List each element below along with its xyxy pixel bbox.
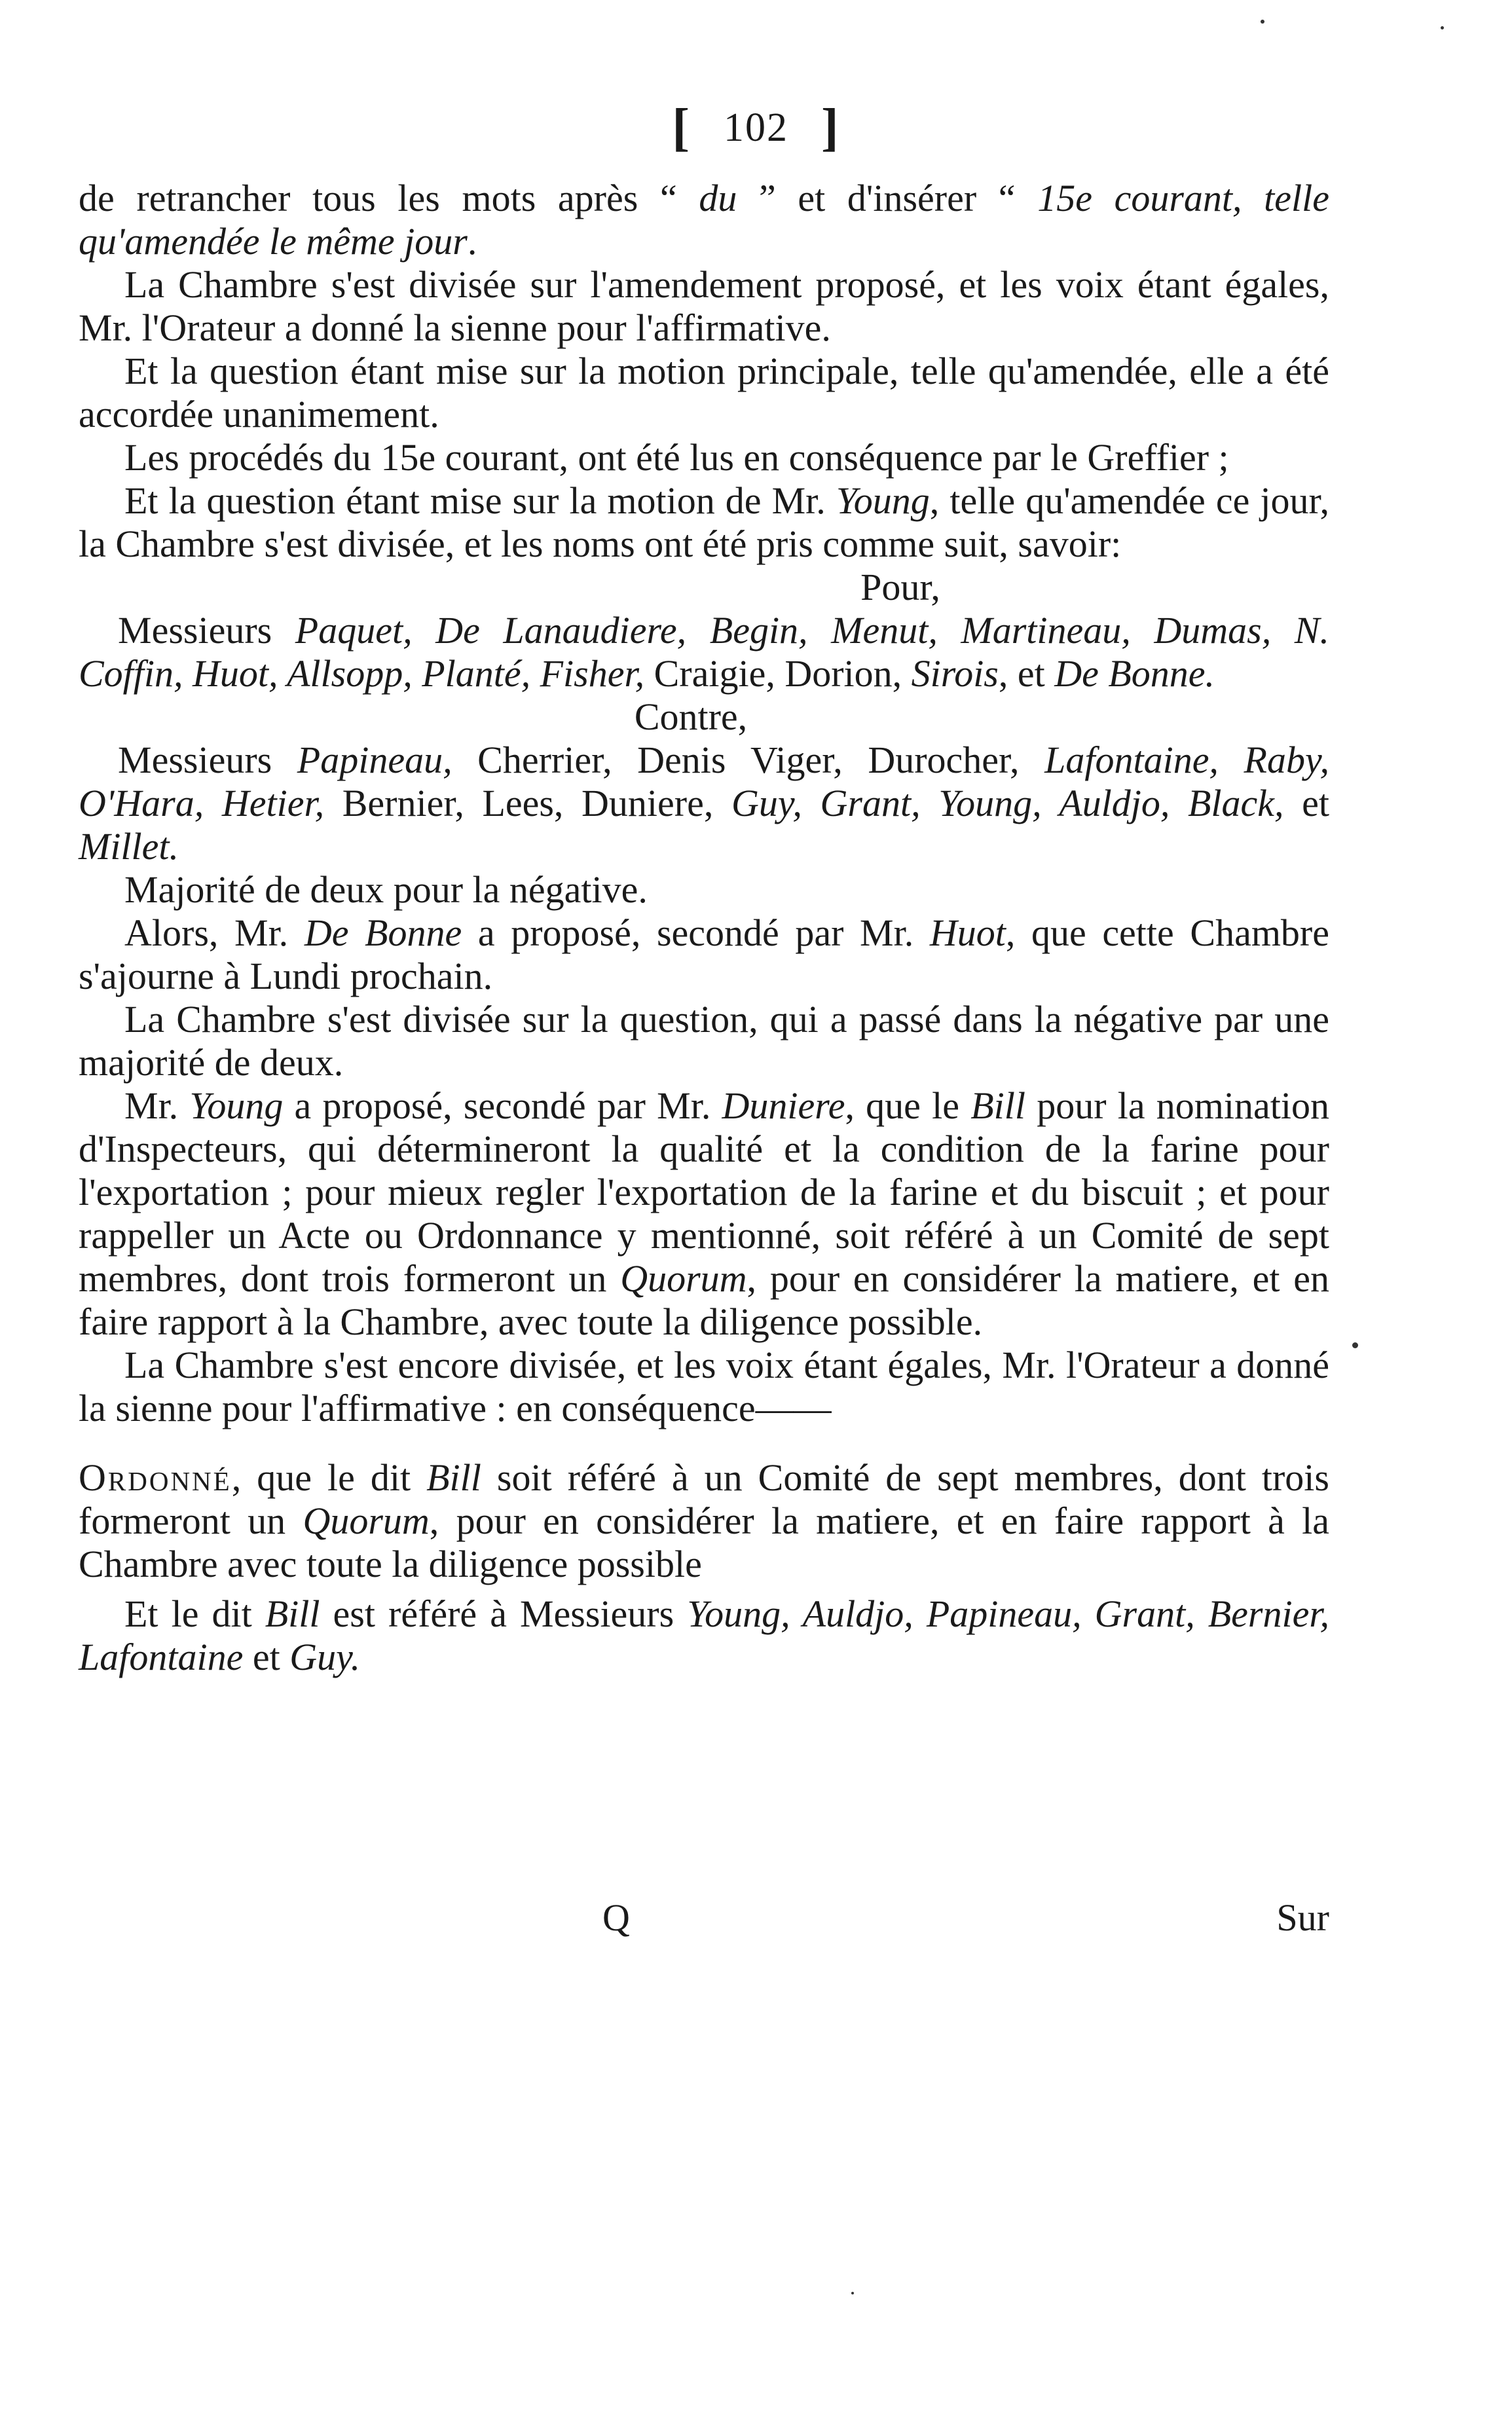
text-run: soit référé à un Comité de sept membres, dont trois formeront un — [79, 1456, 1329, 1542]
italic-run: Lafontaine, Raby, O'Hara, Hetier, — [79, 739, 1329, 824]
page-footer — [79, 1896, 1329, 1948]
text-run: Mr. — [124, 1084, 190, 1127]
ink-speck — [1352, 1342, 1358, 1348]
paragraph — [79, 868, 1329, 911]
italic-run: Quorum — [303, 1500, 430, 1542]
text-run: Craigie — [654, 652, 766, 695]
text-run: Messieurs — [118, 609, 295, 652]
pour-names — [79, 609, 1329, 695]
text-run: , — [765, 652, 785, 695]
contre-heading: Contre, — [634, 695, 748, 738]
text-run: Messieurs — [118, 739, 297, 781]
text-run: , que cette Chambre s'ajourne à Lundi prochain. — [79, 911, 1329, 997]
text-run: . — [467, 220, 477, 263]
paragraph — [79, 350, 1329, 436]
italic-run: Guy, Grant, Young, Auldjo, Black, — [731, 782, 1284, 824]
text-run: Dorion — [784, 652, 893, 695]
text-run: Et le dit — [124, 1592, 265, 1635]
italic-run: Millet. — [79, 825, 179, 868]
after-votes-paragraphs — [79, 868, 1329, 1430]
text-run: a proposé, secondé par Mr. — [462, 911, 930, 954]
italic-run: De Bonne — [304, 911, 462, 954]
final-paragraph — [79, 1592, 1329, 1679]
italic-run: Young, Auldjo, Papineau, Grant, Bernier, Lafontaine — [79, 1592, 1329, 1678]
journal-text — [79, 177, 1329, 1679]
italic-run: Sirois — [911, 652, 999, 695]
text-run: ” et d'insérer “ — [737, 177, 1038, 219]
paragraph — [79, 1084, 1329, 1344]
text-run: , telle qu'amendée ce jour, la Chambre s'est divisée, et les noms ont été pris comme suit, savoir: — [79, 479, 1329, 565]
text-run: La Chambre s'est divisée sur l'amendement proposé, et les voix étant égales, Mr. l'Orateur a donné la sienne pour l'affirmative. — [79, 263, 1329, 349]
italic-run: Guy. — [289, 1636, 361, 1678]
text-run: , et — [998, 652, 1055, 695]
catchword: Sur — [1276, 1896, 1329, 1939]
text-run: de retrancher tous les mots après “ — [79, 177, 699, 219]
italic-run: Quorum — [620, 1257, 747, 1300]
italic-run: Paquet, De Lanaudiere, Begin, Menut, Martineau, Dumas, N. Coffin, Huot, Allsopp, Planté, Fisher, — [79, 609, 1329, 695]
text-run: Et la question étant mise sur la motion de Mr. — [124, 479, 836, 522]
paragraph — [79, 177, 1329, 263]
pour-list — [79, 609, 1329, 695]
page-number: 102 — [724, 105, 788, 150]
text-run: est référé à Messieurs — [320, 1592, 688, 1635]
text-run: Bernier, Lees, Duniere, — [342, 782, 731, 824]
italic-run: Papineau, — [297, 739, 478, 781]
text-run: Majorité de deux pour la négative. — [124, 868, 648, 911]
italic-run: Bill — [265, 1592, 320, 1635]
text-run: , que le — [845, 1084, 971, 1127]
text-run: La Chambre s'est encore divisée, et les voix étant égales, Mr. l'Orateur a donné la sienne pour l'affirmative : en conséquence—— — [79, 1344, 1329, 1429]
ink-speck — [1441, 26, 1444, 29]
italic-run: Young — [836, 479, 930, 522]
signature-mark: Q — [602, 1896, 630, 1939]
pour-heading: Pour, — [860, 566, 940, 608]
paragraph — [79, 436, 1329, 479]
bracket-open: [ — [672, 99, 691, 156]
text-run: Les procédés du 15e courant, ont été lus en conséquence par le Greffier ; — [124, 436, 1229, 479]
italic-run: du — [699, 177, 737, 219]
italic-run: Young — [189, 1084, 284, 1127]
ordonne-text — [79, 1456, 1329, 1585]
text-run: , pour en considérer la matiere, et en faire rapport à la Chambre avec toute la diligence possible — [79, 1500, 1329, 1585]
italic-run: Duniere — [722, 1084, 845, 1127]
text-run: a proposé, secondé par Mr. — [283, 1084, 722, 1127]
italic-run: 15e courant, telle qu'amendée le même jour — [79, 177, 1329, 263]
paragraph — [79, 479, 1329, 566]
text-run: et — [1283, 782, 1329, 824]
bracket-close: ] — [821, 99, 840, 156]
ordonne-label: Ordonné — [79, 1456, 232, 1499]
text-run: Alors, Mr. — [124, 911, 304, 954]
text-run: , pour en considérer la matiere, et en faire rapport à la Chambre, avec toute la diligence possible. — [79, 1257, 1329, 1343]
italic-run: Bill — [970, 1084, 1025, 1127]
text-run: Cherrier, Denis Viger, Durocher, — [477, 739, 1045, 781]
text-run: et — [243, 1636, 290, 1678]
text-run: , que le dit — [231, 1456, 427, 1499]
paragraph — [79, 911, 1329, 998]
page-header — [0, 98, 1512, 158]
text-run: , — [892, 652, 912, 695]
ink-speck — [851, 2292, 854, 2294]
contre-names — [79, 739, 1329, 868]
ordonne-paragraph — [79, 1456, 1329, 1586]
text-run: pour la nomination d'Inspecteurs, qui détermineront la qualité et la condition de la farine pour l'exportation ; pour mieux regler l'exportation de la farine et du biscuit ; et pour rappeller un Acte ou Ordonnance y mentionné, soit référé à un Comité de sept membres, dont trois formeront un — [79, 1084, 1329, 1300]
contre-list — [79, 739, 1329, 868]
paragraph — [79, 998, 1329, 1084]
paragraph — [79, 1344, 1329, 1430]
italic-run: Huot — [929, 911, 1006, 954]
text-run: Et la question étant mise sur la motion principale, telle qu'amendée, elle a été accordée unanimement. — [79, 350, 1329, 435]
text-run: La Chambre s'est divisée sur la question, qui a passé dans la négative par une majorité de deux. — [79, 998, 1329, 1084]
paragraph — [79, 263, 1329, 350]
italic-run: De Bonne. — [1054, 652, 1215, 695]
ink-speck — [1261, 20, 1264, 24]
opening-paragraphs — [79, 177, 1329, 566]
italic-run: Bill — [426, 1456, 481, 1499]
ordonne-block — [79, 1456, 1329, 1586]
